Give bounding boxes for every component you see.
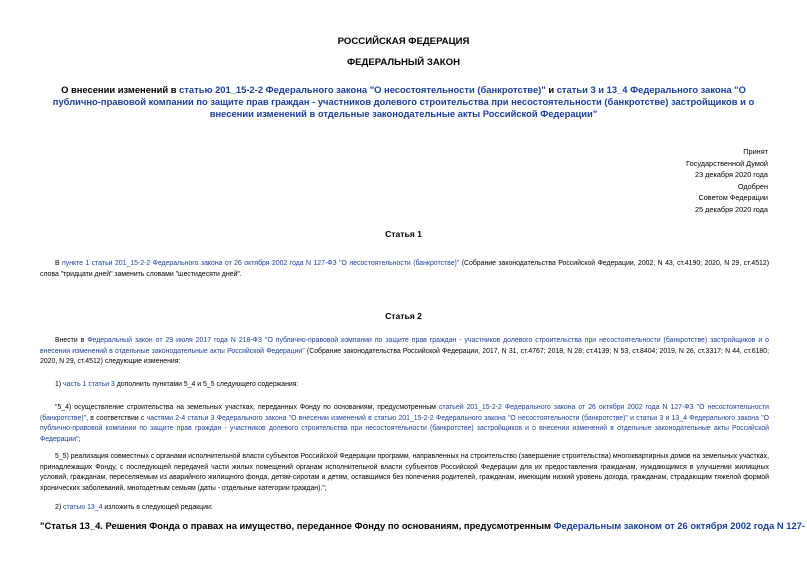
a2p2-link-article-3[interactable]: часть 1 статьи 3	[63, 381, 115, 388]
a2p3-link-parts-2-4[interactable]: частями 2-4 статьи 3 Федерального закона "О внесении изменений в статью 201_15-2-2 Федерального закона "О несостоятельности (банкротстве)" и статьи 3 и 13_4 Федерального закона "О публично-правовой компании по защите прав граждан - участников долевого строительства при несостоятельности (банкротстве) застройщиков и о внесении изменений в отдельные законодательные акты Российской Федерации"	[40, 414, 769, 443]
article-2-paragraph-1	[40, 336, 769, 368]
article-1-heading: Статья 1	[385, 229, 422, 239]
a2p3-text-2: , в соответствии с	[86, 414, 147, 422]
accepted-label: Принят	[743, 147, 768, 156]
a1-link-bankruptcy-law[interactable]: пункте 1 статьи 201_15-2-2 Федерального закона от 26 октября 2002 года N 127-ФЗ "О несостоятельности (банкротстве)"	[62, 260, 460, 267]
a2p2-text-2: дополнить пунктами 5_4 и 5_5 следующего содержания:	[114, 381, 299, 388]
title-link-public-company-law[interactable]: статьи 3 и 13_4 Федерального закона "О публично-правовой компании по защите прав граждан - участников долевого строительства при несостоятельности (банкротстве) застройщиков и о внесении изменений в отдельные законодательные акты Российской Федерации"	[52, 84, 755, 119]
law-title	[40, 84, 767, 120]
a2p2-text-1: 1)	[55, 381, 64, 388]
a2p3-link-article-201[interactable]: статьей 201_15-2-2 Федерального закона от 26 октября 2002 года N 127-ФЗ "О несостоятельности (банкротстве)"	[40, 404, 769, 422]
law-type-heading: ФЕДЕРАЛЬНЫЙ ЗАКОН	[346, 57, 461, 68]
a2p3-text-3: ;	[78, 435, 81, 443]
title-text-2: и	[545, 84, 557, 95]
a13-text-1: "Статья 13_4. Решения Фонда о правах на имущество, переданное Фонду по основаниям, предусмотренным	[40, 520, 554, 531]
a1-text-2: (Собрание законодательства Российской Федерации, 2002, N 43, ст.4190; 2020, N 29, ст.4512) слова "тридцати дней" заменить словами "шестидесяти дней".	[40, 260, 769, 278]
federation-heading: РОССИЙСКАЯ ФЕДЕРАЦИЯ	[337, 36, 470, 47]
acceptance-block	[568, 146, 768, 215]
a13-link-bankruptcy-law[interactable]: Федеральным законом от 26 октября 2002 года N 127-	[553, 520, 806, 531]
a2p5-text-2: изложить в следующей редакции:	[102, 504, 213, 511]
a2p1-text-2: (Собрание законодательства Российской Федерации, 2017, N 31, ст.4767; 2018, N 28, ст.4139; N 53, ст.8404; 2019, N 26, ст.3317; N 44, ст.6180; 2020, N 29, ст.4512) следующие изменения:	[40, 347, 769, 366]
accepted-by: Государственной Думой	[686, 158, 768, 168]
a2p5-link-article-13-4[interactable]: статью 13_4	[63, 504, 103, 511]
a2p1-text-1: Внести в	[55, 337, 88, 344]
article-2-paragraph-4: 5_5) реализация совместных с органами исполнительной власти субъектов Российской Федерации программ, направленных на строительство (завершение строительства) многоквартирных домов на земельных участках, принадлежащих Фонду, с последующей передачей части жилых помещений органам исполнительной власти субъектов Российской Федерации для их предоставления гражданам, нуждающимся в улучшении жилищных условий, гражданам, переселяемым из аварийного жилищного фонда, детям-сиротам и детям, оставшимся без попечения родителей, гражданам, имеющим низкий уровень дохода, гражданам, страдающим тяжелой формой хронических заболеваний, многодетным семьям (даты - отдельные категории граждан).";	[40, 453, 769, 492]
approved-by: Советом Федерации	[698, 193, 768, 202]
article-1-paragraph	[40, 259, 769, 280]
a2p1-link-public-company-law[interactable]: Федеральный закон от 29 июля 2017 года N 218-ФЗ "О публично-правовой компании по защите прав граждан - участников долевого строительства при несостоятельности (банкротстве) застройщиков и о внесении изменений в отдельные законодательные акты Российской Федерации"	[40, 337, 769, 355]
article-2-paragraph-2	[40, 380, 769, 391]
article-2-heading: Статья 2	[385, 311, 422, 321]
article-2-paragraph-5	[40, 503, 769, 514]
accepted-date: 23 декабря 2020 года	[695, 170, 768, 179]
a2p5-text-1: 2)	[55, 504, 64, 511]
approved-label: Одобрен	[737, 181, 768, 191]
article-2-paragraph-3	[40, 403, 769, 445]
a2p3-text-1: "5_4) осуществление строительства на земельных участках, переданных Фонду по основаниям, предусмотренным	[55, 404, 439, 411]
title-link-bankruptcy-law[interactable]: статью 201_15-2-2 Федерального закона "О несостоятельности (банкротстве)"	[179, 84, 546, 95]
approved-date: 25 декабря 2020 года	[695, 204, 768, 214]
a1-text-1: В	[55, 260, 63, 267]
title-text-1: О внесении изменений в	[61, 84, 180, 95]
article-13-4-heading	[40, 520, 806, 531]
